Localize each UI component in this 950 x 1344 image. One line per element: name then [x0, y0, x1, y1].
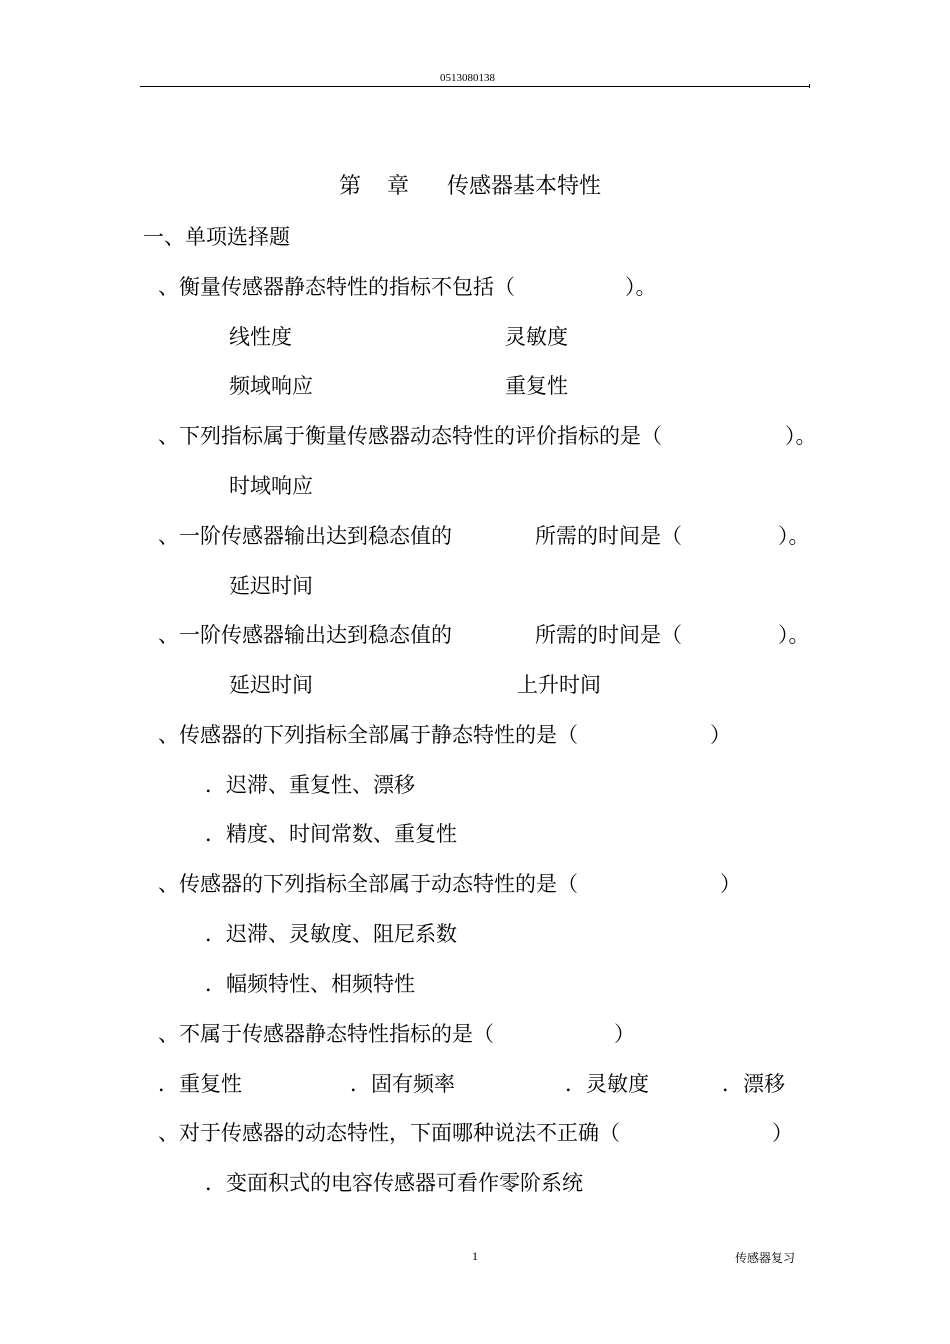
question-8-stem: 、对于传感器的动态特性，下面哪种说法不正确（: [158, 1121, 620, 1145]
question-1-stem: 、衡量传感器静态特性的指标不包括（: [158, 275, 515, 299]
question-8-option: ．变面积式的电容传感器可看作零阶系统: [205, 1171, 583, 1195]
question-1-close: ）。: [625, 275, 657, 299]
question-1-option: 灵敏度: [505, 325, 568, 349]
question-1-option: 重复性: [505, 374, 568, 398]
question-1-option: 线性度: [229, 325, 292, 349]
chapter-title-text: 传感器基本特性: [447, 174, 602, 199]
question-7-stem: 、不属于传感器静态特性指标的是（: [158, 1022, 494, 1046]
question-5-close: ）: [710, 723, 731, 747]
question-2-option: 时域响应: [229, 474, 313, 498]
header-code: 0513080138: [440, 72, 495, 84]
question-7-option: ．重复性: [158, 1072, 242, 1096]
question-7-close: ）: [614, 1022, 635, 1046]
page-number: 1: [472, 1249, 478, 1263]
question-6-option: ．幅频特性、相频特性: [205, 972, 415, 996]
header-rule-tick: [809, 84, 810, 88]
question-3-close: ）。: [778, 524, 810, 548]
question-6-stem: 、传感器的下列指标全部属于动态特性的是（: [158, 872, 578, 896]
chapter-title-part1: 第: [339, 174, 362, 199]
question-4-stem: 、一阶传感器输出达到稳态值的: [158, 623, 452, 647]
footer-doc-title: 传感器复习: [735, 1251, 796, 1265]
question-5-option: ．迟滞、重复性、漂移: [205, 773, 415, 797]
question-6-option: ．迟滞、灵敏度、阻尼系数: [205, 922, 457, 946]
header-rule: [140, 86, 809, 87]
question-5-stem: 、传感器的下列指标全部属于静态特性的是（: [158, 723, 578, 747]
question-3-stem-cont: 所需的时间是（: [535, 524, 682, 548]
question-8-close: ）: [772, 1121, 793, 1145]
section-heading: 一、单项选择题: [143, 225, 290, 249]
question-3-stem: 、一阶传感器输出达到稳态值的: [158, 524, 452, 548]
question-6-close: ）: [720, 872, 741, 896]
question-4-option: 上升时间: [517, 673, 601, 697]
question-3-option: 延迟时间: [229, 574, 313, 598]
question-7-option: ．漂移: [722, 1072, 785, 1096]
chapter-title-part2: 章: [387, 174, 410, 199]
question-4-stem-cont: 所需的时间是（: [535, 623, 682, 647]
question-7-option: ．灵敏度: [565, 1072, 649, 1096]
question-2-close: ）。: [785, 424, 817, 448]
question-2-stem: 、下列指标属于衡量传感器动态特性的评价指标的是（: [158, 424, 662, 448]
question-1-option: 频域响应: [229, 374, 313, 398]
question-4-close: ）。: [778, 623, 810, 647]
question-4-option: 延迟时间: [229, 673, 313, 697]
question-7-option: ．固有频率: [350, 1072, 455, 1096]
question-5-option: ．精度、时间常数、重复性: [205, 822, 457, 846]
